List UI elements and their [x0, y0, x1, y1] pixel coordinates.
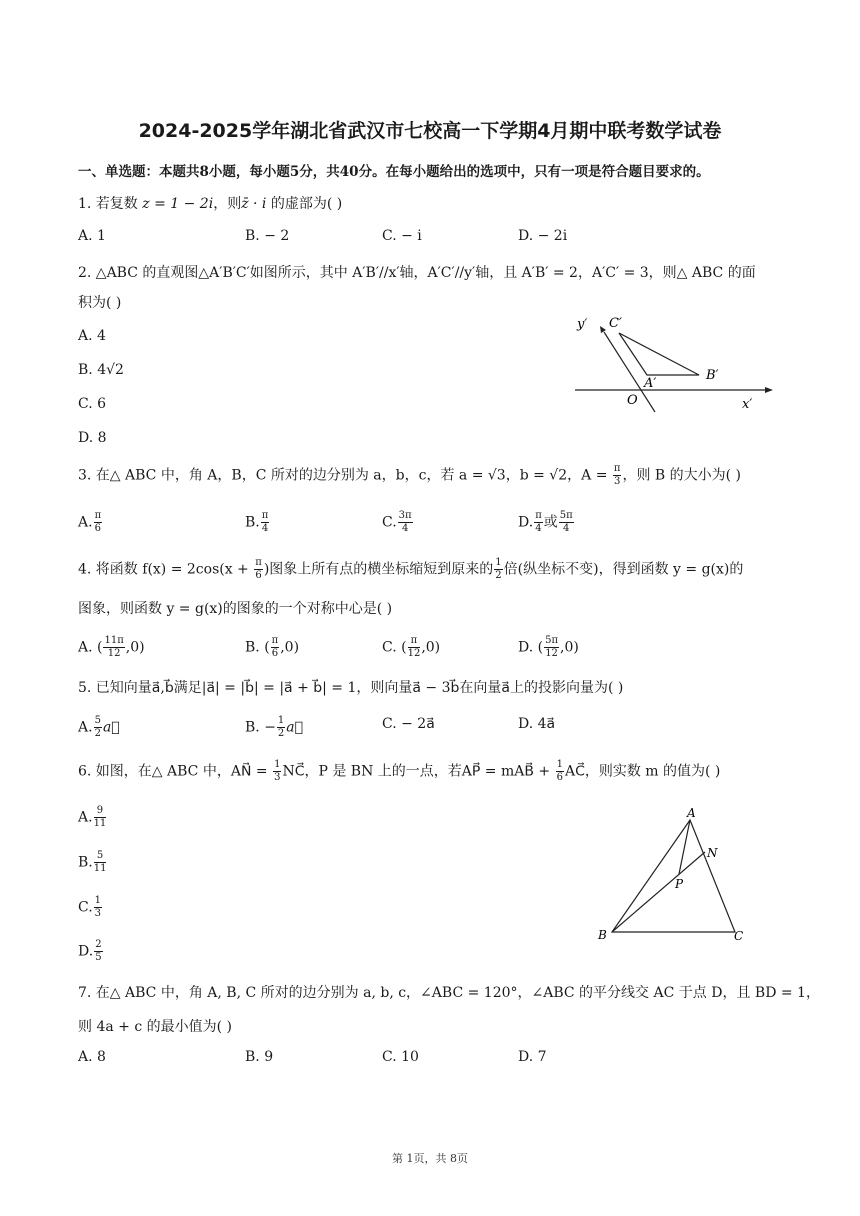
- q7-option-c: C. 10: [382, 1049, 419, 1065]
- q3-fraction: [613, 464, 622, 487]
- q6-post-text: AC⃗，则实数 m 的值为( ): [564, 763, 721, 780]
- q2-option-d: D. 8: [78, 430, 107, 446]
- question-7-line-2: 则 4a + c 的最小值为( ): [78, 1019, 232, 1035]
- q5-b-den: 2: [277, 728, 285, 739]
- q6-f2-den: 6: [556, 772, 563, 783]
- page-title: 2024-2025学年湖北省武汉市七校高一下学期4月期中联考数学试卷: [138, 120, 722, 142]
- q6-option-c: [78, 896, 103, 919]
- triangle-a-b-c-prime: [619, 333, 699, 375]
- q4-d-frac: [544, 636, 559, 659]
- q3-post-text: ，则 B 的大小为( ): [622, 467, 742, 484]
- label-a: A: [687, 806, 696, 820]
- q3-d-frac: [534, 511, 543, 534]
- q6-d-label: D.: [78, 943, 94, 960]
- q3-option-a: [78, 511, 103, 534]
- q1-option-c: C. − i: [382, 228, 422, 244]
- q4-b-label: B. (: [245, 639, 270, 656]
- question-7-line-1: 7. 在△ ABC 中，角 A, B, C 所对的边分别为 a, b, c，∠ABC = 120°，∠ABC 的平分线交 AC 于点 D，且 BD = 1，: [78, 985, 820, 1001]
- q5-b-frac: [277, 716, 285, 739]
- section-heading: 一、单选题：本题共8小题，每小题5分，共40分。在每小题给出的选项中，只有一项是符合题目要求的。: [78, 164, 710, 180]
- q4-c-frac: [408, 636, 421, 659]
- q4-a-den: 12: [107, 648, 121, 659]
- q7-option-a: A. 8: [78, 1049, 106, 1065]
- q4-f1-den: 6: [255, 570, 262, 581]
- q3-b-den: 4: [261, 523, 269, 534]
- label-b: B: [598, 928, 607, 942]
- q3-a-num: π: [94, 510, 102, 521]
- q3-d-den-2: 4: [563, 523, 570, 534]
- q3-a-den: 6: [94, 523, 102, 534]
- q2-oblique-diagram: [570, 312, 780, 422]
- q4-option-a: [78, 636, 145, 659]
- q3-option-b: [245, 511, 270, 534]
- q5-a-tail: a⃗: [102, 719, 120, 736]
- q5-b-tail: a⃗: [286, 719, 304, 736]
- q6-d-den: 5: [95, 952, 102, 963]
- q7-option-b: B. 9: [245, 1049, 274, 1065]
- q2-option-b: B. 4√2: [78, 362, 124, 378]
- question-4-line-2: 图象，则函数 y = g(x)的图象的一个对称中心是( ): [78, 601, 393, 617]
- q6-fraction-2: [556, 760, 564, 783]
- q6-f2-num: 1: [556, 759, 563, 770]
- y-axis-arrow: [600, 326, 606, 333]
- q5-option-a: [78, 716, 120, 739]
- question-2-line-2: 积为( ): [78, 295, 122, 311]
- q6-d-num: 2: [95, 939, 102, 950]
- q6-option-d: [78, 940, 104, 963]
- q6-option-a: [78, 806, 107, 829]
- q3-a-label: A.: [78, 514, 93, 531]
- q6-a-label: A.: [78, 809, 93, 826]
- q1-expression-2: z̄ · i: [241, 196, 267, 212]
- q1-post-text: 的虚部为( ): [266, 196, 343, 212]
- q4-b-den: 6: [271, 648, 279, 659]
- q6-option-b: [78, 851, 107, 874]
- q6-fraction-1: [273, 760, 281, 783]
- label-x-prime: x′: [742, 397, 753, 412]
- q4-c-den: 12: [407, 648, 421, 659]
- q5-a-num: 5: [94, 715, 101, 726]
- q4-a-label: A. (: [78, 639, 103, 656]
- question-3-stem: [78, 464, 741, 487]
- question-6-stem: [78, 760, 720, 783]
- q4-b-num: π: [271, 635, 279, 646]
- q6-c-num: 1: [94, 895, 102, 906]
- label-p: P: [675, 877, 684, 891]
- q7-option-d: D. 7: [518, 1049, 547, 1065]
- q3-d-den: 4: [535, 523, 542, 534]
- q5-option-c: C. − 2a⃗: [382, 716, 435, 732]
- q6-a-num: 9: [94, 806, 107, 818]
- triangle-abc: [612, 820, 735, 932]
- q3-c-label: C.: [382, 514, 397, 531]
- q5-option-d: D. 4a⃗: [518, 716, 556, 732]
- label-y-prime: y′: [577, 317, 588, 332]
- label-c-prime: C′: [609, 316, 622, 331]
- q3-d-num: π: [535, 510, 542, 521]
- q3-b-label: B.: [245, 514, 260, 531]
- q1-option-d: D. − 2i: [518, 228, 568, 244]
- q3-b-frac: [261, 511, 270, 534]
- q5-b-label: B. −: [245, 719, 276, 736]
- q4-option-c: [382, 636, 440, 659]
- q3-d-num-2: 5π: [559, 510, 573, 521]
- q4-d-den: 12: [545, 648, 558, 659]
- page-footer: 第 1页，共 8页: [392, 1152, 468, 1165]
- q4-pre-text: 4. 将函数 f(x) = 2cos(x +: [78, 561, 254, 578]
- q1-expression: z = 1 − 2i: [142, 196, 214, 212]
- q6-c-frac: [94, 896, 102, 919]
- q4-d-num: 5π: [545, 635, 559, 646]
- q4-d-tail: ,0): [560, 639, 579, 656]
- question-4-line-1: [78, 558, 743, 581]
- segment-bn: [612, 852, 705, 932]
- q1-option-b: B. − 2: [245, 228, 290, 244]
- q6-c-den: 3: [94, 908, 102, 919]
- q3-d-or: 或: [543, 514, 558, 531]
- x-axis-arrow: [765, 387, 773, 393]
- q6-a-frac: [94, 806, 107, 829]
- q5-a-frac: [94, 716, 102, 739]
- label-a-prime: A′: [644, 376, 657, 391]
- q3-frac-den: 3: [613, 476, 621, 487]
- q6-mid-text: NC⃗，P 是 BN 上的一点，若AP⃗ = mAB⃗ +: [282, 763, 555, 780]
- q2-option-c: C. 6: [78, 396, 107, 412]
- label-n: N: [707, 846, 718, 860]
- q4-mid-text: )图象上所有点的横坐标缩短到原来的: [263, 561, 494, 578]
- q6-b-den: 11: [93, 863, 107, 874]
- q3-c-den: 4: [401, 523, 409, 534]
- q1-option-a: A. 1: [78, 228, 106, 244]
- q4-d-label: D. (: [518, 639, 544, 656]
- q6-triangle-diagram: [590, 806, 770, 946]
- q4-a-frac: [103, 636, 124, 659]
- label-c: C: [734, 929, 744, 943]
- q3-d-label: D.: [518, 514, 534, 531]
- q3-d-frac-2: [559, 511, 574, 534]
- label-origin: O: [627, 393, 638, 408]
- q3-b-num: π: [261, 510, 269, 521]
- q4-fraction-2: [494, 558, 502, 581]
- q3-option-c: [382, 511, 414, 534]
- q3-a-frac: [94, 511, 103, 534]
- question-2-line-1: 2. △ABC 的直观图△A′B′C′如图所示，其中 A′B′//x′轴，A′C′//y′轴，且 A′B′ = 2，A′C′ = 3，则△ ABC 的面: [78, 265, 756, 281]
- q4-option-b: [245, 636, 299, 659]
- label-b-prime: B′: [706, 368, 719, 383]
- question-1-stem: [78, 193, 342, 213]
- q3-c-frac: [398, 511, 413, 534]
- q4-b-frac: [271, 636, 280, 659]
- q1-pre-text: 1. 若复数: [78, 196, 143, 212]
- q4-f2-num: 1: [495, 557, 502, 568]
- q4-f1-num: π: [255, 557, 262, 568]
- q4-c-num: π: [408, 636, 421, 648]
- q6-a-den: 11: [93, 818, 107, 829]
- q4-c-label: C. (: [382, 639, 407, 656]
- q4-option-d: [518, 636, 579, 659]
- q6-f1-den: 3: [274, 772, 281, 783]
- q6-b-label: B.: [78, 854, 93, 871]
- q4-f2-den: 2: [495, 570, 502, 581]
- q6-d-frac: [94, 940, 102, 963]
- q3-pre-text: 3. 在△ ABC 中，角 A，B，C 所对的边分别为 a，b，c，若 a = √3，b = √2，A =: [78, 467, 612, 484]
- q3-option-d: [518, 511, 575, 534]
- q4-post-text: 倍(纵坐标不变)，得到函数 y = g(x)的: [503, 561, 744, 578]
- q6-f1-num: 1: [274, 759, 281, 770]
- q5-a-label: A.: [78, 719, 93, 736]
- q6-pre-text: 6. 如图，在△ ABC 中，AN⃗ =: [78, 763, 273, 780]
- question-5-stem: 5. 已知向量a⃗,b⃗满足|a⃗| = |b⃗| = |a⃗ + b⃗| = 1，则向量a⃗ − 3b⃗在向量a⃗上的投影向量为( ): [78, 680, 624, 696]
- q4-a-num: 11π: [104, 635, 124, 646]
- q3-frac-num: π: [613, 463, 621, 474]
- q3-c-num: 3π: [398, 510, 412, 521]
- q5-b-num: 1: [277, 715, 285, 726]
- q4-fraction-1: [254, 558, 263, 581]
- q6-b-num: 5: [94, 851, 107, 863]
- q5-option-b: [245, 716, 303, 739]
- q6-c-label: C.: [78, 899, 93, 916]
- q4-b-tail: ,0): [280, 639, 300, 656]
- q4-a-tail: ,0): [125, 639, 145, 656]
- q4-c-tail: ,0): [421, 639, 441, 656]
- q6-b-frac: [94, 851, 107, 874]
- q2-option-a: A. 4: [78, 328, 106, 344]
- q1-mid-text: ，则: [213, 196, 242, 212]
- q5-a-den: 2: [94, 728, 101, 739]
